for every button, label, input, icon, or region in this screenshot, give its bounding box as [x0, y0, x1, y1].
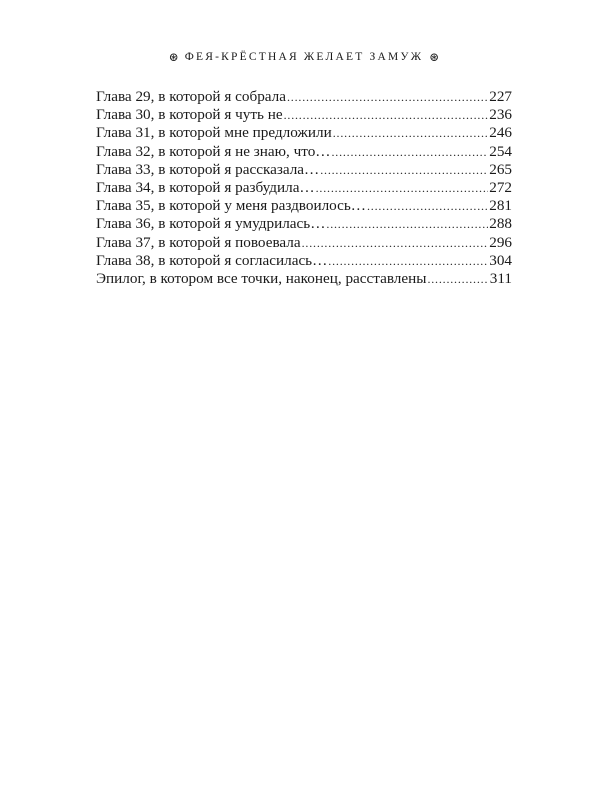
toc-entry-title: Глава 29, в которой я собрала: [96, 88, 286, 105]
dot-leader: [284, 106, 489, 124]
dot-leader: [333, 124, 488, 142]
toc-entry-title: Глава 34, в которой я разбудила…: [96, 179, 315, 197]
toc-entry-page: 281: [489, 197, 512, 215]
toc-entry-title: Глава 30, в которой я чуть не: [96, 106, 283, 124]
dot-leader: [320, 161, 488, 179]
toc-entry-page: 227: [489, 88, 512, 105]
toc-entry-title: Глава 38, в которой я согласилась…: [96, 251, 328, 269]
dot-leader: [367, 197, 488, 215]
toc-entry-page: 236: [489, 106, 512, 124]
toc-entry[interactable]: [96, 143, 512, 161]
toc-entry-title: Глава 33, в которой я рассказала…: [96, 160, 320, 178]
table-of-contents: [96, 88, 512, 288]
dot-leader: [328, 252, 488, 270]
dot-leader: [287, 88, 488, 106]
toc-entry[interactable]: [96, 124, 512, 142]
dot-leader: [316, 179, 489, 197]
toc-entry-title: Глава 31, в которой мне предложили: [96, 124, 332, 142]
toc-entry-title: Эпилог, в котором все точки, наконец, расставлены: [96, 270, 427, 288]
toc-entry[interactable]: [96, 270, 512, 288]
toc-entry[interactable]: [96, 197, 512, 215]
toc-entry-page: 254: [489, 142, 512, 160]
toc-entry[interactable]: [96, 106, 512, 124]
toc-entry[interactable]: [96, 179, 512, 197]
ornament-icon: ⊛: [168, 50, 179, 64]
dot-leader: [302, 234, 489, 252]
toc-entry-page: 296: [489, 233, 512, 251]
toc-entry-title: Глава 35, в которой у меня раздвоилось…: [96, 197, 366, 215]
dot-leader: [331, 143, 488, 161]
toc-entry-page: 246: [489, 124, 512, 142]
toc-entry[interactable]: [96, 215, 512, 233]
toc-entry-title: Глава 36, в которой я умудрилась…: [96, 215, 326, 233]
toc-entry[interactable]: [96, 234, 512, 252]
toc-entry-page: 272: [489, 179, 512, 197]
running-head: [0, 50, 608, 65]
toc-entry-page: 288: [489, 215, 512, 233]
ornament-icon: ⊛: [429, 50, 440, 64]
toc-entry-title: Глава 37, в которой я повоевала: [96, 233, 301, 251]
toc-entry[interactable]: [96, 88, 512, 106]
toc-entry-page: 311: [489, 270, 512, 288]
toc-entry-title: Глава 32, в которой я не знаю, что…: [96, 142, 331, 160]
toc-entry-page: 304: [489, 251, 512, 269]
dot-leader: [326, 215, 488, 233]
toc-entry[interactable]: [96, 161, 512, 179]
running-head-title: ФЕЯ-КРЁСТНАЯ ЖЕЛАЕТ ЗАМУЖ: [184, 51, 424, 63]
dot-leader: [427, 270, 488, 288]
toc-entry[interactable]: [96, 252, 512, 270]
toc-entry-page: 265: [489, 160, 512, 178]
